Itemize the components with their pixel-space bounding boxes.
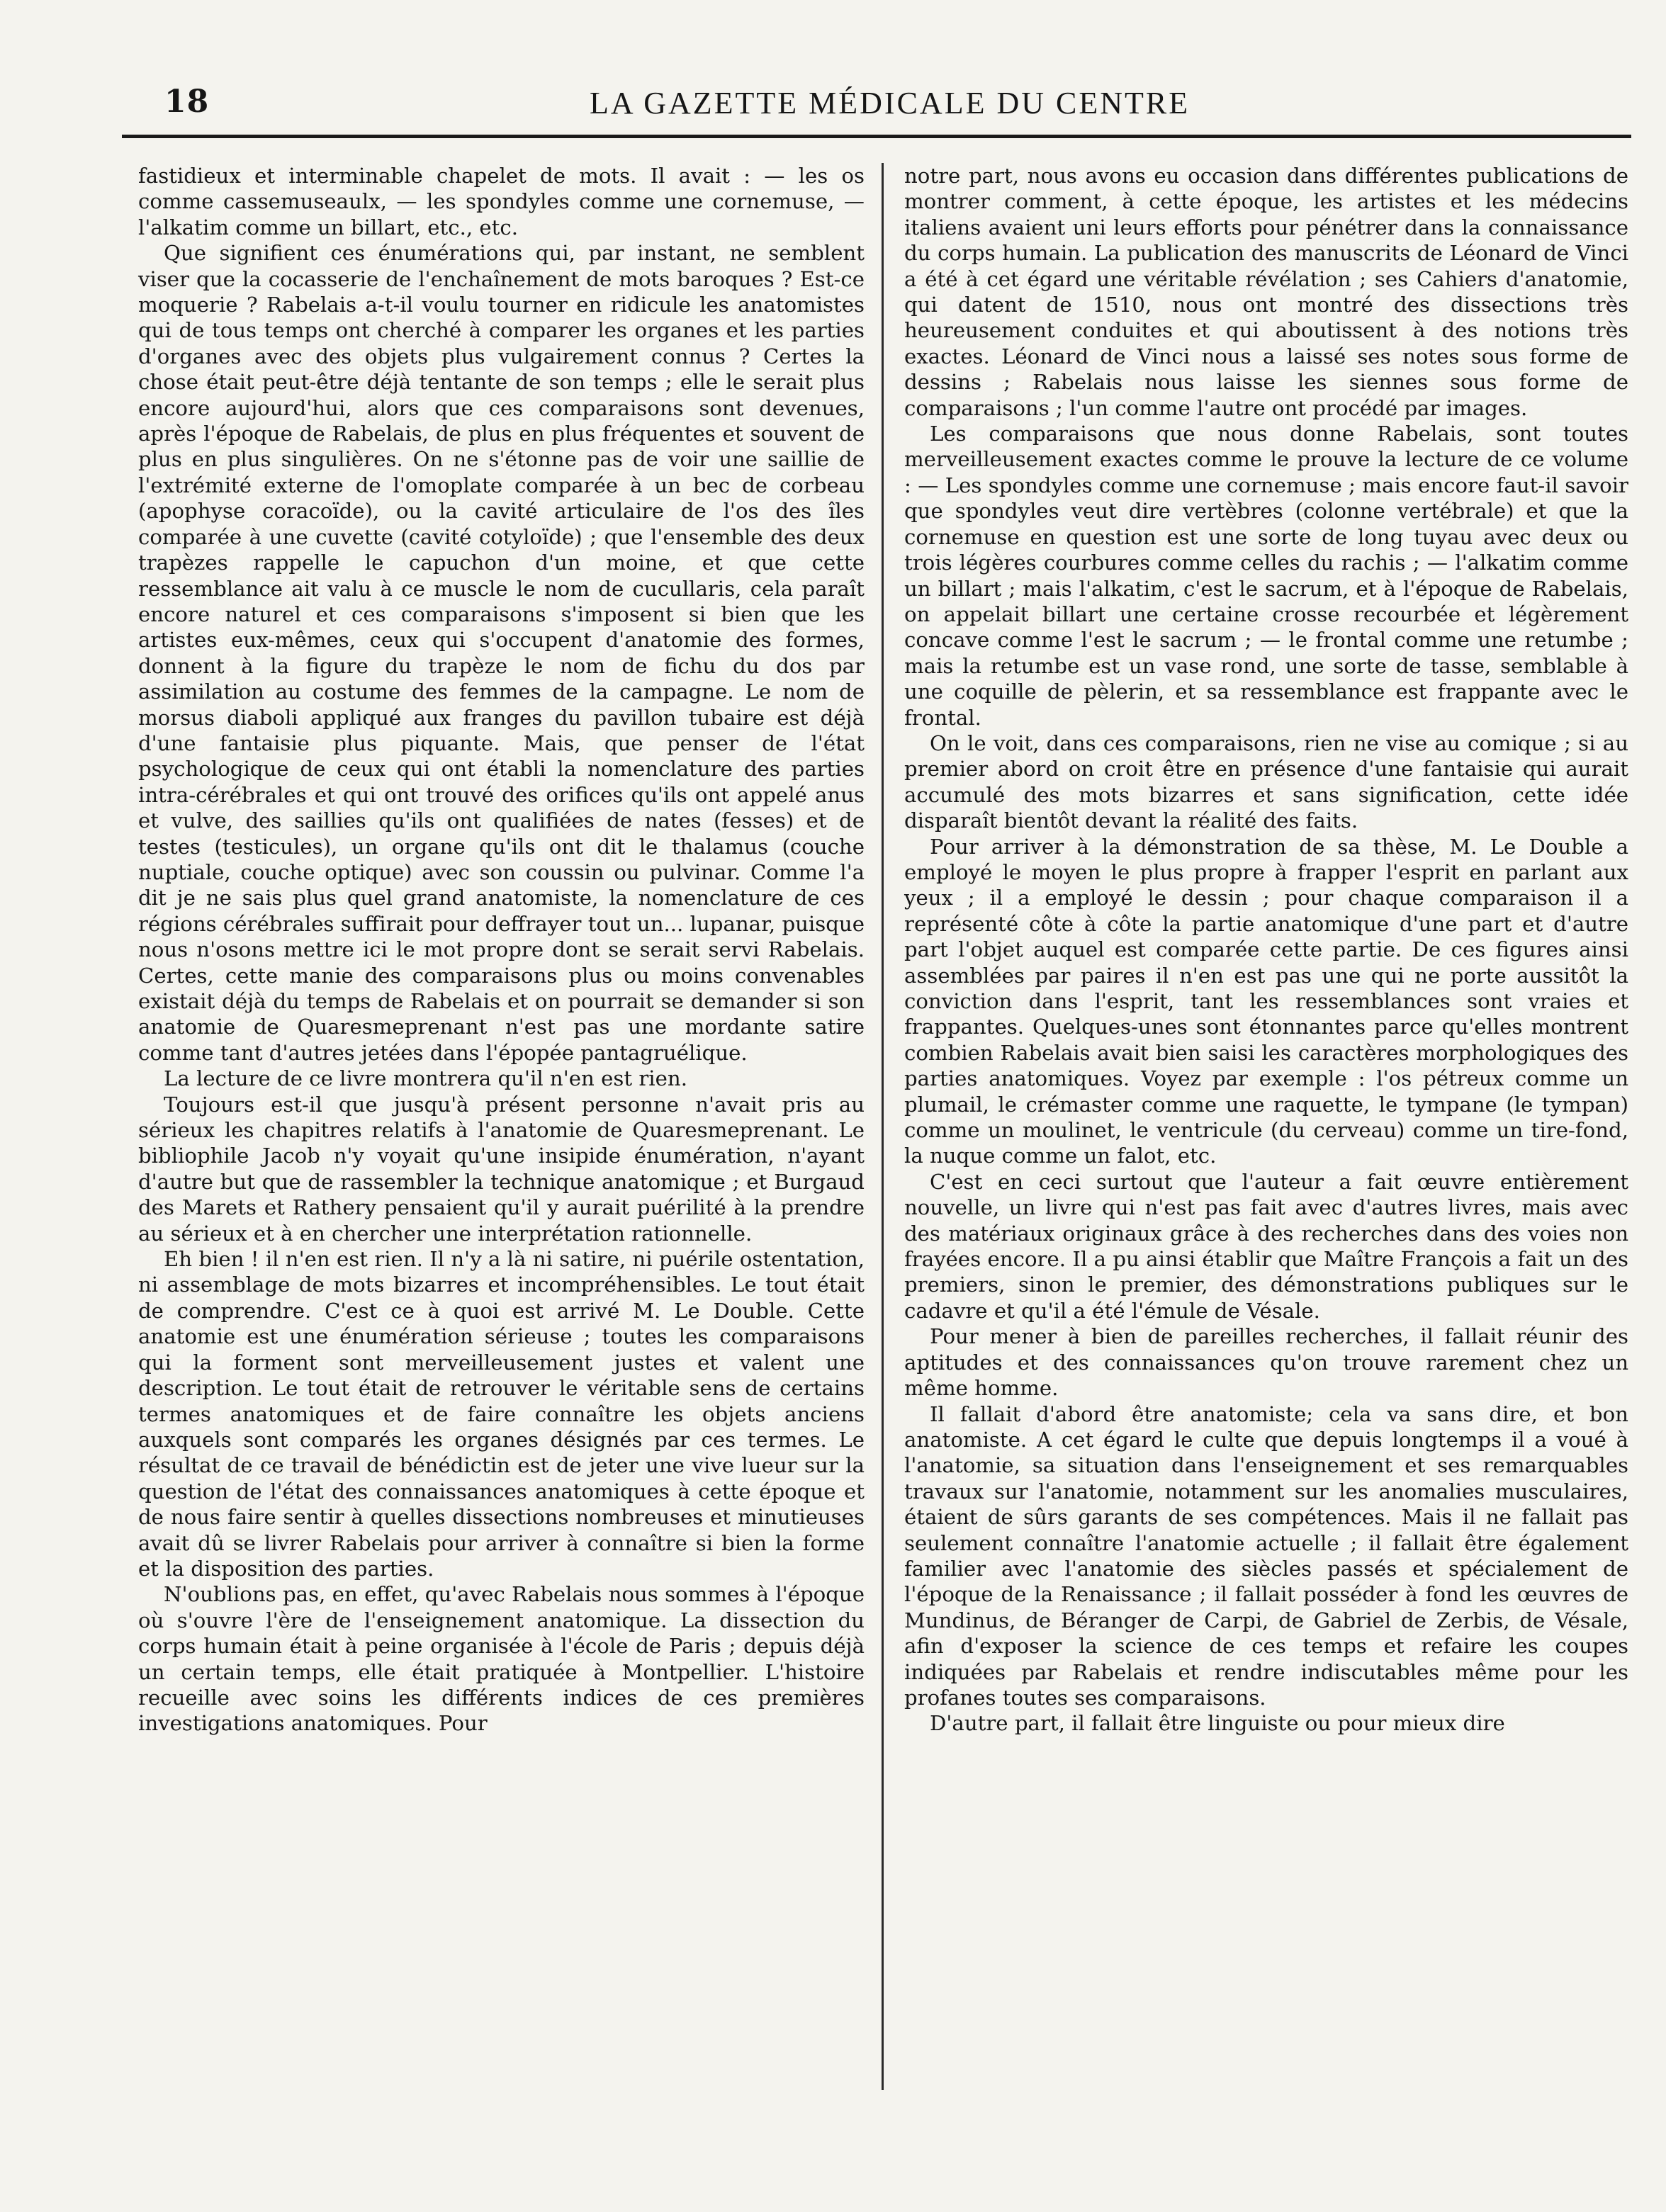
running-title: LA GAZETTE MÉDICALE DU CENTRE	[590, 86, 1191, 120]
paragraph: Eh bien ! il n'en est rien. Il n'y a là ni satire, ni puérile ostentation, ni assemblage de mots bizarres et incompréhensibles. Le tout était de comprendre. C'est ce à quoi est arrivé M. Le Double. Cette anatomie est une énumération sérieuse ; toutes les comparaisons qui la forment sont merveilleusement justes et valent une description. Le tout était de retrouver le véritable sens de certains termes anatomiques et de faire connaître les objets anciens auxquels sont comparés les organes désignés par ces termes. Le résultat de ce travail de bénédictin est de jeter une vive lueur sur la question de l'état des connaissances anatomiques à cette époque et de nous faire sentir à quelles dissections nombreuses et minutieuses avait dû se livrer Rabelais pour arriver à connaître si bien la forme et la disposition des parties.	[138, 1247, 865, 1581]
column-divider	[882, 163, 884, 2090]
paragraph: N'oublions pas, en effet, qu'avec Rabelais nous sommes à l'époque où s'ouvre l'ère de l'enseignement anatomique. La dissection du corps humain était à peine organisée à l'école de Paris ; depuis déjà un certain temps, elle était pratiquée à Montpellier. L'histoire recueille avec soins les différents indices de ces premières investigations anatomiques. Pour	[138, 1582, 865, 1736]
paragraph: D'autre part, il fallait être linguiste ou pour mieux dire	[930, 1711, 1505, 1736]
page-header	[164, 84, 1626, 126]
paragraph: On le voit, dans ces comparaisons, rien ne vise au comique ; si au premier abord on croit être en présence d'une fantaisie qui aurait accumulé des mots bizarres et sans signification, cette idée disparaît bientôt devant la réalité des faits.	[904, 730, 1628, 833]
left-column	[138, 163, 865, 1737]
paragraph: Que signifient ces énumérations qui, par instant, ne semblent viser que la cocasserie de l'enchaînement de mots baroques ? Est-ce moquerie ? Rabelais a-t-il voulu tourner en ridicule les anatomistes qui de tous temps ont cherché à comparer les organes et les parties d'organes avec des objets plus vulgairement connus ? Certes la chose était peut-être déjà tentante de son temps ; elle le serait plus encore aujourd'hui, alors que ces comparaisons sont devenues, après l'époque de Rabelais, de plus en plus fréquentes et souvent de plus en plus singulières. On ne s'étonne pas de voir une saillie de l'extrémité externe de l'omoplate comparée à un bec de corbeau (apophyse coracoïde), ou la cavité articulaire de l'os des îles comparée à une cuvette (cavité cotyloïde) ; que l'ensemble des deux trapèzes rappelle le capuchon d'un moine, et que cette ressemblance ait valu à ce muscle le nom de cucullaris, cela paraît encore naturel et ces comparaisons s'imposent si bien que les artistes eux-mêmes, ceux qui s'occupent d'anatomie des formes, donnent à la figure du trapèze le nom de fichu du dos par assimilation au costume des femmes de la campagne. Le nom de morsus diaboli appliqué aux franges du pavillon tubaire est déjà d'une fantaisie plus piquante. Mais, que penser de l'état psychologique de ceux qui ont établi la nomenclature des parties intra-cérébrales et qui ont trouvé des orifices qu'ils ont appelé anus et vulve, des saillies qu'ils ont qualifiées de nates (fesses) et de testes (testicules), un organe qu'ils ont dit le thalamus (couche nuptiale, couche optique) avec son coussin ou pulvinar. Comme l'a dit je ne sais plus quel grand anatomiste, la nomenclature de ces régions cérébrales suffirait pour deffrayer tout un... lupanar, puisque nous n'osons mettre ici le mot propre dont se serait servi Rabelais. Certes, cette manie des comparaisons plus ou moins convenables existait déjà du temps de Rabelais et on pourrait se demander si son anatomie de Quaresmeprenant n'est pas une mordante satire comme tant d'autres jetées dans l'épopée pantagruélique.	[138, 241, 865, 1065]
paragraph: Les comparaisons que nous donne Rabelais, sont toutes merveilleusement exactes comme le prouve la lecture de ce volume : — Les spondyles comme une cornemuse ; mais encore faut-il savoir que spondyles veut dire vertèbres (colonne vertébrale) et que la cornemuse en question est une sorte de long tuyau avec deux ou trois légères courbures comme celles du rachis ; — l'alkatim comme un billart ; mais l'alkatim, c'est le sacrum, et à l'époque de Rabelais, on appelait billart une certaine crosse recourbée et légèrement concave comme l'est le sacrum ; — le frontal comme une retumbe ; mais la retumbe est un vase rond, une sorte de tasse, semblable à une coquille de pèlerin, et sa ressemblance est frappante avec le frontal.	[904, 422, 1628, 730]
paragraph: notre part, nous avons eu occasion dans différentes publications de montrer comment, à cette époque, les artistes et les médecins italiens avaient uni leurs efforts pour pénétrer dans la connaissance du corps humain. La publication des manuscrits de Léonard de Vinci a été à cet égard une véritable révélation ; ses Cahiers d'anatomie, qui datent de 1510, nous ont montré des dissections très heureusement conduites et qui aboutissent à des notions très exactes. Léonard de Vinci nous a laissé ses notes sous forme de dessins ; Rabelais nous laisse les siennes sous forme de comparaisons ; l'un comme l'autre ont procédé par images.	[904, 164, 1628, 420]
header-rule	[122, 135, 1631, 138]
page-number: 18	[164, 84, 210, 120]
right-column	[904, 163, 1628, 1737]
paragraph: Pour mener à bien de pareilles recherches, il fallait réunir des aptitudes et des connaissances qu'on trouve rarement chez un même homme.	[904, 1324, 1628, 1401]
paragraph: Il fallait d'abord être anatomiste; cela va sans dire, et bon anatomiste. A cet égard le culte que depuis longtemps il a voué à l'anatomie, sa situation dans l'enseignement et ses remarquables travaux sur l'anatomie, notamment sur les anomalies musculaires, étaient de sûrs garants de ses compétences. Mais il ne fallait pas seulement connaître l'anatomie actuelle ; il fallait être également familier avec l'anatomie des siècles passés et spécialement de l'époque de la Renaissance ; il fallait posséder à fond les œuvres de Mundinus, de Béranger de Carpi, de Gabriel de Zerbis, de Vésale, afin d'exposer la science de ces temps et refaire les coupes indiquées par Rabelais et rendre indiscutables même pour les profanes toutes ses comparaisons.	[904, 1401, 1628, 1710]
paragraph: La lecture de ce livre montrera qu'il n'en est rien.	[164, 1066, 687, 1091]
paragraph: C'est en ceci surtout que l'auteur a fait œuvre entièrement nouvelle, un livre qui n'est pas fait avec d'autres livres, mais avec des matériaux originaux grâce à des recherches dans des voies non frayées encore. Il a pu ainsi établir que Maître François a fait un des premiers, sinon le premier, des démonstrations publiques sur le cadavre et qu'il a été l'émule de Vésale.	[904, 1169, 1628, 1323]
paragraph: Pour arriver à la démonstration de sa thèse, M. Le Double a employé le moyen le plus propre à frapper l'esprit en parlant aux yeux ; il a employé le dessin ; pour chaque comparaison il a représenté côte à côte la partie anatomique d'une part et d'autre part l'objet auquel est comparée cette partie. De ces figures ainsi assemblées par paires il n'en est pas une qui ne porte aussitôt la conviction dans l'esprit, tant les ressemblances sont vraies et frappantes. Quelques-unes sont étonnantes parce qu'elles montrent combien Rabelais avait bien saisi les caractères morphologiques des parties anatomiques. Voyez par exemple : l'os pétreux comme un plumail, le crémaster comme une raquette, le tympane (le tympan) comme un moulinet, le ventricule (du cerveau) comme un tire-fond, la nuque comme un falot, etc.	[904, 834, 1628, 1168]
paragraph: Toujours est-il que jusqu'à présent personne n'avait pris au sérieux les chapitres relatifs à l'anatomie de Quaresmeprenant. Le bibliophile Jacob n'y voyait qu'une insipide énumération, n'ayant d'autre but que de rassembler la technique anatomique ; et Burgaud des Marets et Rathery pensaient qu'il y aurait puérilité à la prendre au sérieux et à en chercher une interprétation rationnelle.	[138, 1092, 865, 1246]
paragraph: fastidieux et interminable chapelet de mots. Il avait : — les os comme cassemuseaulx, — les spondyles comme une cornemuse, — l'alkatim comme un billart, etc., etc.	[138, 164, 865, 239]
